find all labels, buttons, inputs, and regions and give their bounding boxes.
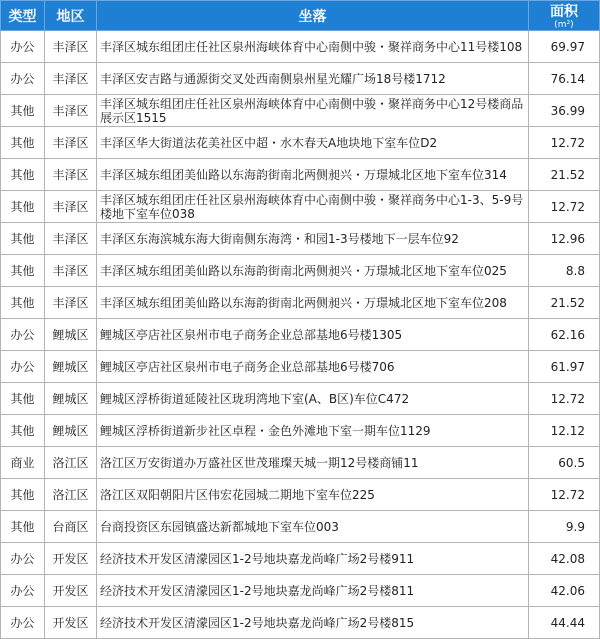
header-size: [529, 1, 600, 31]
cell-size: 62.16: [529, 319, 600, 351]
table-row: [1, 223, 600, 255]
cell-type: 办公: [1, 575, 45, 607]
cell-area: 丰泽区: [45, 159, 97, 191]
cell-address: 丰泽区城东组团美仙路以东海韵街南北两侧昶兴・万璟城北区地下室车位025: [97, 255, 529, 287]
cell-size: 44.44: [529, 607, 600, 639]
cell-area: 丰泽区: [45, 63, 97, 95]
header-row: [1, 1, 600, 31]
table-row: [1, 479, 600, 511]
cell-type: 其他: [1, 223, 45, 255]
cell-type: 其他: [1, 159, 45, 191]
cell-address: 丰泽区城东组团庄任社区泉州海峡体育中心南侧中骏・聚祥商务中心1-3、5-9号楼地下室车位038: [97, 191, 529, 223]
cell-type: 办公: [1, 351, 45, 383]
cell-size: 12.72: [529, 191, 600, 223]
cell-type: 办公: [1, 543, 45, 575]
cell-address: 鲤城区浮桥街道新步社区卓程・金色外滩地下室一期车位1129: [97, 415, 529, 447]
cell-area: 丰泽区: [45, 127, 97, 159]
cell-address: 丰泽区华大街道法花美社区中超・水木春天A地块地下室车位D2: [97, 127, 529, 159]
cell-size: 21.52: [529, 159, 600, 191]
cell-size: 12.96: [529, 223, 600, 255]
cell-type: 办公: [1, 319, 45, 351]
cell-area: 丰泽区: [45, 95, 97, 127]
cell-area: 开发区: [45, 543, 97, 575]
cell-size: 21.52: [529, 287, 600, 319]
cell-address: 丰泽区城东组团美仙路以东海韵街南北两侧昶兴・万璟城北区地下室车位208: [97, 287, 529, 319]
table-row: [1, 31, 600, 63]
cell-area: 洛江区: [45, 447, 97, 479]
cell-address: 丰泽区安吉路与通源街交叉处西南侧泉州星光耀广场18号楼1712: [97, 63, 529, 95]
cell-type: 其他: [1, 287, 45, 319]
cell-size: 76.14: [529, 63, 600, 95]
cell-address: 丰泽区东海滨城东海大街南侧东海湾・和园1-3号楼地下一层车位92: [97, 223, 529, 255]
cell-size: 69.97: [529, 31, 600, 63]
cell-type: 其他: [1, 479, 45, 511]
cell-area: 鲤城区: [45, 383, 97, 415]
cell-area: 台商区: [45, 511, 97, 543]
table-row: [1, 383, 600, 415]
cell-size: 60.5: [529, 447, 600, 479]
table-row: [1, 447, 600, 479]
header-size-unit: (m²): [554, 20, 574, 30]
cell-size: 42.06: [529, 575, 600, 607]
cell-type: 其他: [1, 383, 45, 415]
cell-address: 经济技术开发区清濛园区1-2号地块嘉龙尚峰广场2号楼811: [97, 575, 529, 607]
cell-address: 经济技术开发区清濛园区1-2号地块嘉龙尚峰广场2号楼911: [97, 543, 529, 575]
table-row: [1, 319, 600, 351]
table-row: [1, 63, 600, 95]
cell-size: 36.99: [529, 95, 600, 127]
cell-area: 丰泽区: [45, 31, 97, 63]
table-row: [1, 351, 600, 383]
cell-address: 鲤城区浮桥街道延陵社区珑玥湾地下室(A、B区)车位C472: [97, 383, 529, 415]
cell-type: 商业: [1, 447, 45, 479]
cell-area: 鲤城区: [45, 319, 97, 351]
cell-address: 鲤城区亭店社区泉州市电子商务企业总部基地6号楼1305: [97, 319, 529, 351]
cell-size: 12.12: [529, 415, 600, 447]
cell-address: 洛江区万安街道办万盛社区世茂璀璨天城一期12号楼商铺11: [97, 447, 529, 479]
cell-address: 丰泽区城东组团美仙路以东海韵街南北两侧昶兴・万璟城北区地下室车位314: [97, 159, 529, 191]
cell-size: 61.97: [529, 351, 600, 383]
table-row: [1, 543, 600, 575]
table-row: [1, 575, 600, 607]
cell-area: 洛江区: [45, 479, 97, 511]
cell-type: 其他: [1, 191, 45, 223]
cell-size: 9.9: [529, 511, 600, 543]
header-address: 坐落: [97, 1, 529, 31]
table-row: [1, 95, 600, 127]
cell-type: 其他: [1, 511, 45, 543]
cell-area: 鲤城区: [45, 415, 97, 447]
cell-address: 丰泽区城东组团庄任社区泉州海峡体育中心南侧中骏・聚祥商务中心11号楼108: [97, 31, 529, 63]
cell-area: 丰泽区: [45, 191, 97, 223]
cell-type: 其他: [1, 415, 45, 447]
cell-size: 8.8: [529, 255, 600, 287]
cell-type: 办公: [1, 31, 45, 63]
cell-size: 12.72: [529, 127, 600, 159]
cell-type: 其他: [1, 255, 45, 287]
cell-size: 12.72: [529, 479, 600, 511]
table-row: [1, 159, 600, 191]
cell-area: 鲤城区: [45, 351, 97, 383]
header-area: 地区: [45, 1, 97, 31]
header-type: 类型: [1, 1, 45, 31]
table-row: [1, 127, 600, 159]
cell-address: 台商投资区东园镇盛达新都城地下室车位003: [97, 511, 529, 543]
cell-address: 洛江区双阳朝阳片区伟宏花园城二期地下室车位225: [97, 479, 529, 511]
cell-area: 丰泽区: [45, 287, 97, 319]
header-size-label: 面积: [550, 4, 578, 20]
table-row: [1, 511, 600, 543]
cell-address: 丰泽区城东组团庄任社区泉州海峡体育中心南侧中骏・聚祥商务中心12号楼商品展示区1515: [97, 95, 529, 127]
cell-size: 42.08: [529, 543, 600, 575]
cell-address: 鲤城区亭店社区泉州市电子商务企业总部基地6号楼706: [97, 351, 529, 383]
cell-area: 丰泽区: [45, 255, 97, 287]
cell-area: 开发区: [45, 575, 97, 607]
cell-type: 办公: [1, 63, 45, 95]
table-row: [1, 255, 600, 287]
cell-type: 其他: [1, 127, 45, 159]
cell-size: 12.72: [529, 383, 600, 415]
table-row: [1, 287, 600, 319]
cell-area: 开发区: [45, 607, 97, 639]
table-row: [1, 191, 600, 223]
table-row: [1, 415, 600, 447]
cell-type: 办公: [1, 607, 45, 639]
cell-address: 经济技术开发区清濛园区1-2号地块嘉龙尚峰广场2号楼815: [97, 607, 529, 639]
cell-type: 其他: [1, 95, 45, 127]
cell-area: 丰泽区: [45, 223, 97, 255]
